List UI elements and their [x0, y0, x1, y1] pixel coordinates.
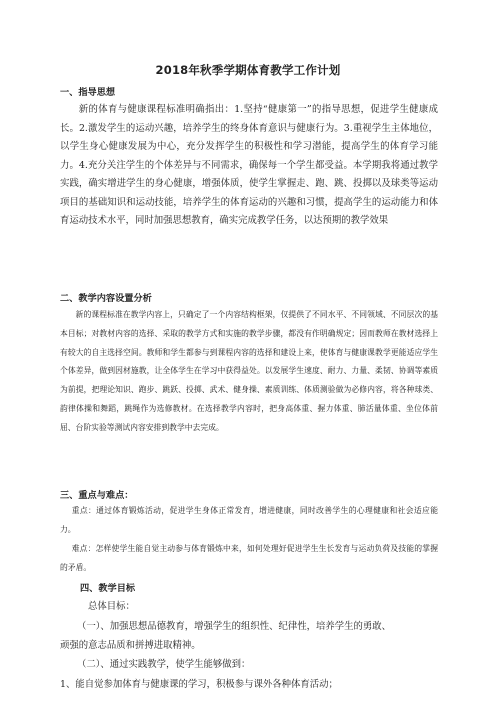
goal-item-1-line-1: （一）、加强思想品德教育，增强学生的组织性、纪律性，培养学生的勇敢、 [77, 621, 392, 632]
section-heading-teaching-goals: 四、教学目标 [80, 583, 136, 594]
document-title: 2018年秋季学期体育教学工作计划 [155, 63, 341, 77]
goal-item-2-line: （二）、通过实践教学，使学生能够做到： [77, 659, 251, 670]
difficulty-paragraph: 难点：怎样使学生能自觉主动参与体育锻炼中来，如何处理好促进学生生长发育与运动负荷及技能的掌握的矛盾。 [60, 544, 438, 572]
goals-overall-label: 总体目标： [88, 601, 135, 612]
key-point-paragraph: 重点：通过体育锻炼活动，促进学生身体正常发育，增进健康，同时改善学生的心理健康和社会适应能力。 [60, 506, 438, 534]
section-heading-key-points: 三、重点与难点： [60, 490, 134, 501]
goal-item-1-line-2: 顽强的意志品质和拼搏进取精神。 [60, 640, 201, 651]
section-heading-guiding-ideology: 一、指导思想 [60, 87, 116, 98]
section-heading-content-analysis: 二、教学内容设置分析 [60, 293, 152, 304]
goal-subitem-1-line: 1、能自觉参加体育与健康课的学习，积极参与课外各种体育活动； [60, 679, 338, 690]
section-paragraph-guiding-ideology: 新的体育与健康课程标准明确指出：1.坚持“健康第一”的指导思想，促进学生健康成长。2.激发学生的运动兴趣，培养学生的终身体育意识与健康行为。3.重视学生主体地位，以学生身心健康发展为中心，充分发挥学生的积极性和学习潜能，提高学生的体育学习能力。4.充分关注学生的个体差异与不同需求，确保每一个学生都受益。本学期我将通过教学实践，确实增进学生的身心健康，增强体质，使学生掌握走、跑、跳、投掷以及球类等运动项目的基础知识和运动技能，培养学生的体育运动的兴趣和习惯，提高学生的运动能力和体育运动技术水平，同时加强思想教育，确实完成教学任务，以达预期的教学效果 [60, 104, 438, 226]
section-paragraph-content-analysis: 新的课程标准在教学内容上，只确定了一个内容结构框架，仅提供了不同水平、不同领域、不同层次的基本目标；对教材内容的选择、采取的教学方式和实施的教学步骤，都没有作明确规定；因而教师在教材选择上有较大的自主选择空间。教师和学生都参与到课程内容的选择和建设上来，使体育与健康课教学更能适应学生个体差异，做到因材施教，让全体学生在学习中获得益处。以发展学生速度、耐力、力量、柔韧、协调等素质为前提，把理论知识、跑步、跳跃、投掷、武术、健身操、素质训练、体质测验做为必修内容，将各种球类、韵律体操和舞蹈，跳绳作为选修教材。在选择教学内容时，把身高体重、握力体重、肺活量体重、坐位体前屈、台阶实验等测试内容安排到教学中去完成。 [60, 310, 438, 432]
